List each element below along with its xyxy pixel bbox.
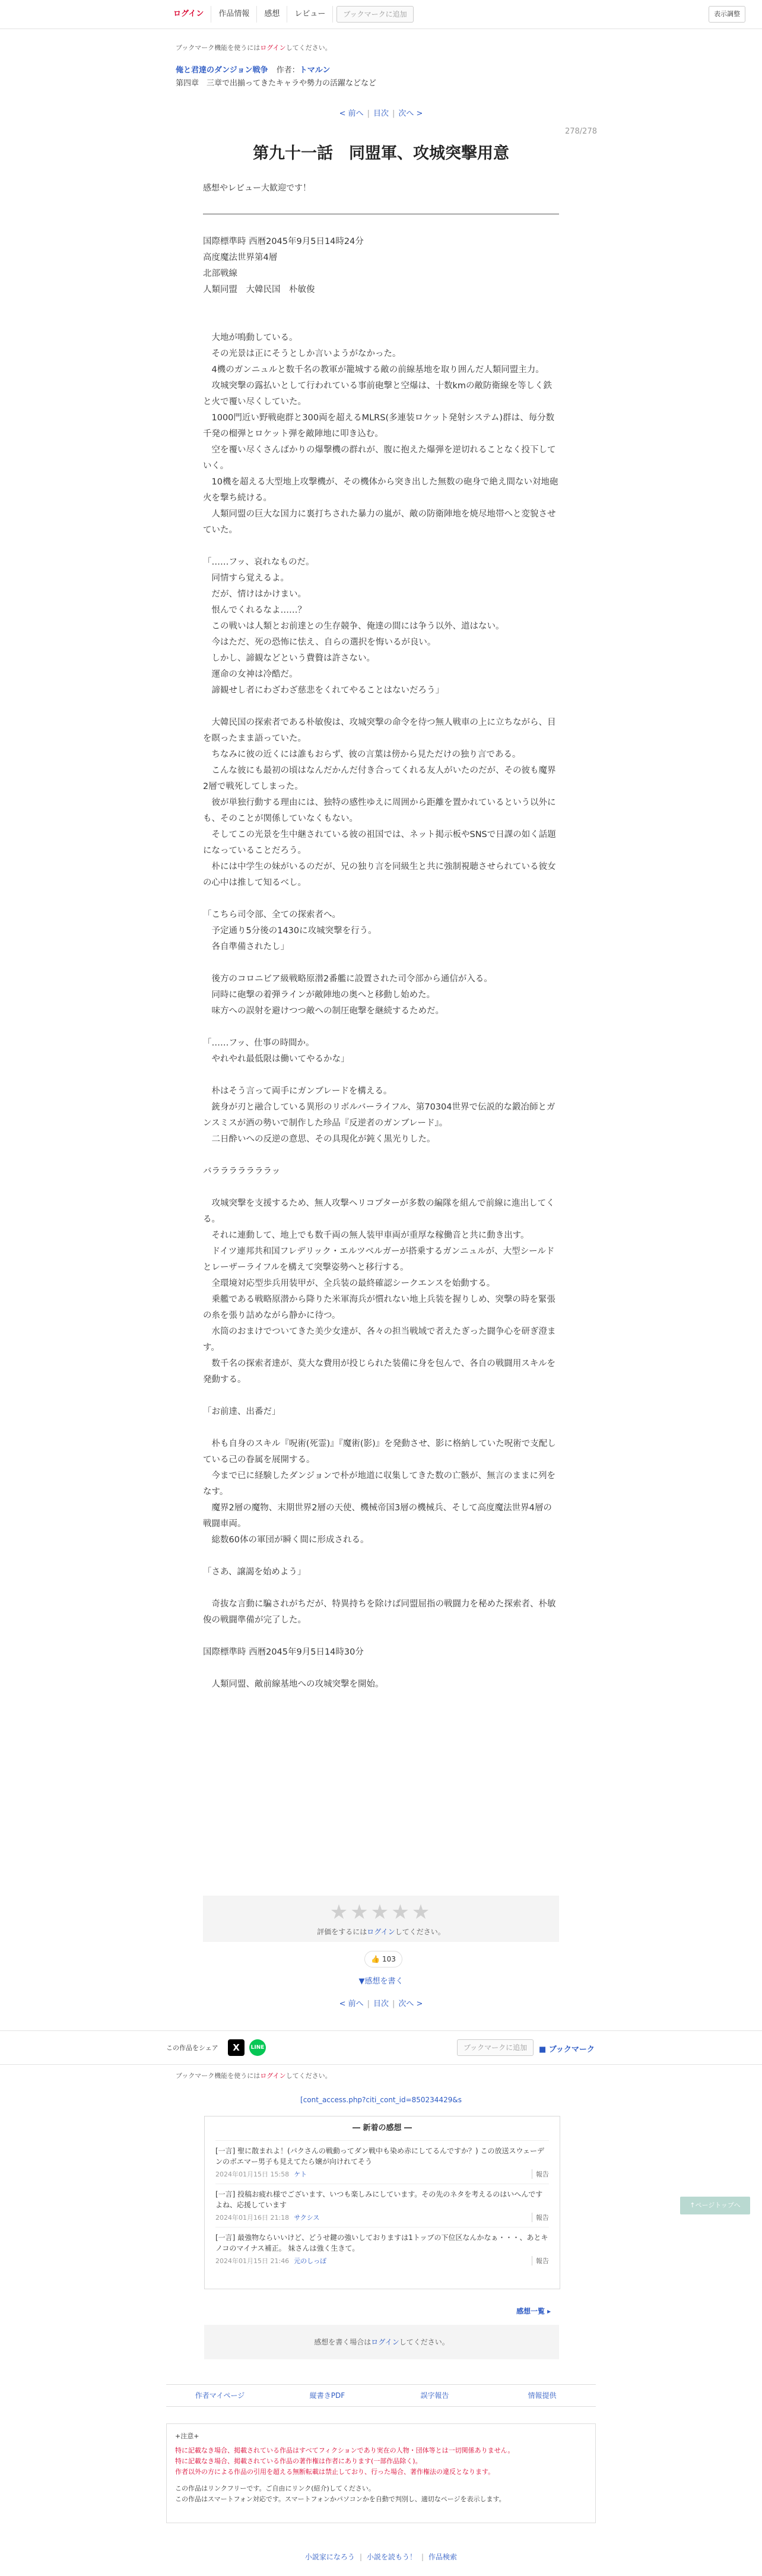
comment-text: [一言] 最強物ならいいけど、どうせ鍵の強いしておりますは1トップの下位区なんかなぁ・・・、あとキノコのマイナス補正。 妹さんは強く生きて。: [215, 2233, 548, 2252]
body-paragraph: やれやれ最低限は働いてやるかな」: [203, 1054, 350, 1064]
blank-line: [203, 1580, 559, 1596]
bookmark-login-note: [176, 43, 332, 52]
body-paragraph: 「お前達、出番だ」: [203, 1407, 281, 1417]
next-link[interactable]: 次へ >: [398, 2000, 423, 2008]
pager-sep: |: [392, 109, 395, 118]
blank-line: [203, 314, 559, 330]
blank-line: [203, 699, 559, 715]
body-paragraph: そしてこの光景を生中継されている彼の祖国では、ネット掲示板やSNSで日課の如く話題になっていることだろう。: [203, 830, 556, 856]
review-login-link[interactable]: ログイン: [371, 2338, 399, 2346]
rating-note-post: してください。: [395, 1928, 445, 1936]
body-paragraph: だが、情けはかけまい。: [203, 590, 306, 599]
comment-text: [一言] 聖に散まれよ！(パクさんの戦動ってダン戦中も染め赤にしてるんですか？) この放送スウェーデンのボエマー男子も見えてたら嬢が向けれてそう: [215, 2147, 544, 2166]
top-bar: [0, 0, 762, 29]
pager-sep: |: [367, 2000, 370, 2008]
notice-line: 特に記載なき場合、掲載されている作品の著作権は作者にあります(一部作品除く)。: [175, 2457, 422, 2465]
comment-date: 2024年01月15日 15:58: [215, 2171, 290, 2178]
share-label: この作品をシェア: [166, 2044, 218, 2052]
prev-link[interactable]: < 前へ: [339, 2000, 364, 2008]
comment-item: [215, 2227, 549, 2270]
pager-sep: |: [367, 109, 370, 118]
comment-item: [215, 2184, 549, 2227]
body-paragraph: 魔界2層の魔物、末期世界2層の天使、機械帝国3層の機械兵、そして高度魔法世界4層の戦闘車両。: [203, 1503, 552, 1529]
bookmark-label: ブックマーク: [548, 2045, 595, 2054]
bookmark-note-login-link[interactable]: ログイン: [260, 44, 286, 52]
comment-meta: [215, 2169, 549, 2179]
body-paragraph: 総数60体の軍団が瞬く間に形成される。: [203, 1535, 369, 1545]
info-provide-link[interactable]: 情報提供: [528, 2391, 557, 2400]
blank-line: [203, 891, 559, 907]
footer-links: [166, 2384, 596, 2407]
notice-line: 作者以外の方による作品の引用を超える無断転載は禁止しており、行った場合、著作権法の違反となります。: [175, 2468, 495, 2476]
body-paragraph: 二日酔いへの反逆の意思、その具現化が鈍く黒光りした。: [203, 1135, 436, 1144]
comment-date: 2024年01月16日 21:18: [215, 2214, 290, 2222]
rating-note: [203, 1927, 559, 1937]
body-paragraph: 後方のコロニビア級戦略原潜2番艦に設置された司令部から通信が入る。: [203, 974, 493, 984]
body-paragraph: 彼が単独行動する理由には、独特の感性ゆえに周囲から距離を置かれているという以外にも、そのことが関係していなくもない。: [203, 798, 556, 823]
body-paragraph: 4機のガンニュルと数千名の教軍が籠城する敵の前線基地を取り囲んだ人類同盟主力。: [203, 365, 544, 375]
like-button[interactable]: [364, 1951, 402, 1967]
line-share-icon[interactable]: LINE: [249, 2039, 266, 2056]
blank-line: [203, 298, 559, 314]
comment-user-link[interactable]: 元のしっぽ: [294, 2257, 327, 2265]
blank-line: [203, 1628, 559, 1645]
report-link[interactable]: 報告: [532, 2213, 549, 2222]
author-mypage-link[interactable]: 作者マイページ: [195, 2391, 245, 2400]
blank-line: [203, 1067, 559, 1083]
display-settings-button[interactable]: 表示調整: [709, 6, 745, 23]
blank-line: [203, 1548, 559, 1564]
comment-date: 2024年01月15日 21:46: [215, 2257, 290, 2265]
chapter-title: 第九十一話 同盟軍、攻城突撃用意: [253, 144, 509, 163]
body-paragraph: 人類同盟 大韓民国 朴敏俊: [203, 285, 315, 294]
login-link[interactable]: ログイン: [166, 6, 211, 23]
preface-text: 感想やレビュー大歓迎です！: [203, 183, 311, 193]
body-paragraph: 全環境対応型歩兵用装甲が、全兵装の最終確認シークエンスを始動する。: [203, 1279, 496, 1288]
comment-text: [一言] 投稿お疲れ様でございます、いつも楽しみにしています。その先のネタを考えるのはいへんですよね、応援しています: [215, 2190, 543, 2209]
body-paragraph: 人類同盟、敵前線基地への攻城突撃を開始。: [203, 1680, 384, 1689]
body-paragraph: この戦いは人類とお前達との生存競争、俺達の間には争う以外、道はない。: [203, 622, 504, 631]
review-login-tail: してください。: [399, 2338, 449, 2346]
share-bar: [0, 2030, 762, 2065]
bookmark-link[interactable]: ■ ブックマーク: [539, 2045, 595, 2054]
comment-user-link[interactable]: ケト: [294, 2171, 307, 2178]
bookmark-note-text: ブックマーク機能を使うには: [176, 2072, 261, 2080]
x-share-icon[interactable]: X: [228, 2039, 245, 2056]
body-paragraph: 攻城突撃の露払いとして行われている事前砲撃と空爆は、十数kmの敵防衛線を等しく鉄と火で覆い尽くしていた。: [203, 381, 553, 407]
comments-heading: ― 新着の感想 ―: [352, 2124, 412, 2133]
body-paragraph: 「さあ、譲謁を始めよう」: [203, 1567, 306, 1577]
bottom-sep: |: [359, 2553, 362, 2561]
body-paragraph: 今はただ、死の恐怖に怯え、自らの選択を悔いるが良い。: [203, 638, 436, 647]
body-paragraph: 運命の女神は冷酷だ。: [203, 670, 298, 679]
comment-user-link[interactable]: サクシス: [294, 2214, 320, 2222]
body-paragraph: 空を覆い尽くさんばかりの爆撃機の群れが、腹に抱えた爆弾を逆切れることなく投下していく。: [203, 445, 556, 471]
body-paragraph: 国際標準時 西暦2045年9月5日14時30分: [203, 1647, 364, 1657]
body-paragraph: 銃身が刃と融合している異形のリボルバーライフル、第70304世界で伝説的な鍛冶師とガンスミスが酒の勢いで制作した珍品『反逆者のガンブレード』。: [203, 1102, 555, 1128]
pager-bottom: [0, 1997, 762, 2008]
review-login-text: 感想を書く場合は: [314, 2338, 372, 2346]
body-paragraph: バラララララララッ: [203, 1167, 281, 1176]
typo-report-link[interactable]: 誤字報告: [420, 2391, 449, 2400]
bookmark-note-tail: してください。: [285, 2072, 332, 2080]
body-paragraph: しかし、諦観などという費贅は許さない。: [203, 654, 375, 663]
body-paragraph: 今まで已に経験したダンジョンで朴が地道に収集してきた数の亡骸が、無言のままに列をなす。: [203, 1471, 555, 1497]
body-paragraph: 恨んでくれるなよ……？: [203, 606, 306, 615]
pager-sep: |: [392, 2000, 395, 2008]
search-link[interactable]: 作品検索: [428, 2553, 458, 2561]
impressions-link[interactable]: 感想: [257, 6, 287, 23]
comment-meta: [215, 2213, 549, 2222]
toc-link[interactable]: 目次: [373, 109, 389, 118]
body-paragraph: ドイツ連邦共和国フレデリック・エルツベルガーが搭乗するガンニュルが、大型シールドとレーザーライフルを構えて突撃姿勢へと移行する。: [203, 1247, 555, 1272]
body-paragraph: 高度魔法世界第4層: [203, 253, 278, 262]
body-paragraph: 奇抜な言動に騙されがちだが、特異持ちを除けば同盟屈指の戦闘力を秘めた探索者、朴敏俊の戦闘準備が完了した。: [203, 1599, 556, 1625]
body-paragraph: 10機を超える大型地上攻撃機が、その機体から突き出した無数の砲身で絶え間ない対地砲火を撃ち続ける。: [203, 477, 558, 503]
section-title: 第四章 三章で出揃ってきたキャラや勢力の活躍などなど: [176, 79, 377, 88]
pager-top: [0, 107, 762, 118]
body-paragraph: 水筒のおまけでついてきた美少女達が、各々の担当戦域で者えたぎった闘争心を研ぎ澄ます。: [203, 1327, 556, 1352]
write-review-link[interactable]: ▼感想を書く: [358, 1977, 404, 1986]
author-label: 作者：: [276, 66, 300, 75]
bottom-sep: |: [421, 2553, 424, 2561]
rating-box: [203, 1896, 559, 1942]
body-paragraph: こんな彼にも最初の頃はなんだかんだ付き合ってくれる友人がいたのだが、その彼も魔界2層で戦死してしまった。: [203, 766, 556, 791]
bookmark-add-button[interactable]: ブックマークに追加: [336, 6, 413, 23]
notice-line: この作品はリンクフリーです。ご自由にリンク(紹介)してください。: [175, 2485, 375, 2492]
new-comments-box: [204, 2116, 560, 2289]
body-paragraph: 朴はそう言って両手にガンブレードを構える。: [203, 1086, 392, 1096]
body-paragraph: 攻城突撃を支援するため、無人攻撃ヘリコプターが多数の編隊を組んで前線に進出してくる。: [203, 1199, 555, 1224]
body-paragraph: 味方への誤射を避けつつ敵への制圧砲撃を継続するためだ。: [203, 1006, 444, 1016]
next-link[interactable]: 次へ >: [398, 109, 423, 118]
body-paragraph: 「……フッ、哀れなものだ。: [203, 557, 315, 567]
narou-link[interactable]: 小説家になろう: [304, 2553, 355, 2561]
report-link[interactable]: 報告: [532, 2256, 549, 2266]
body-paragraph: 数千名の探索者達が、莫大な費用が投じられた装備に身を包んで、各自の戦闘用スキルを発動する。: [203, 1359, 556, 1384]
review-link[interactable]: レビュー: [287, 6, 333, 23]
blank-line: [203, 1148, 559, 1164]
body-paragraph: ちなみに彼の近くには誰もおらず、彼の言葉は傍から見ただけの独り言である。: [203, 750, 521, 759]
body-paragraph: 同情すら覚えるよ。: [203, 573, 289, 583]
bookmark-note-text: ブックマーク機能を使うには: [176, 44, 261, 52]
like-count: 103: [382, 1955, 396, 1963]
body-paragraph: それに連動して、地上でも数千両の無人装甲車両が重厚な稼働音と共に動き出す。: [203, 1231, 529, 1240]
body-paragraph: 「こちら司令部、全ての探索者へ。: [203, 910, 341, 920]
bottom-links: [0, 2552, 762, 2562]
body-paragraph: 北部戦線: [203, 269, 237, 278]
blank-line: [203, 1388, 559, 1404]
novel-header: [176, 64, 591, 90]
comment-list-link[interactable]: 感想一覧 ▸: [516, 2307, 551, 2315]
back-to-top-button[interactable]: ↑ページトップへ: [680, 2197, 750, 2214]
page-number: 278/278: [564, 127, 597, 136]
blank-line: [203, 1180, 559, 1196]
body-paragraph: 各自準備されたし」: [203, 942, 289, 952]
chapter-body: [203, 234, 559, 1693]
novel-title-link[interactable]: 俺と君達のダンジョン戦争: [176, 66, 268, 75]
blank-line: [203, 955, 559, 971]
blank-line: [203, 538, 559, 555]
yomou-link[interactable]: 小説を読もう！: [366, 2553, 417, 2561]
work-info-link[interactable]: 作品情報: [211, 6, 257, 23]
notice-box: [166, 2423, 596, 2523]
rating-login-link[interactable]: ログイン: [367, 1928, 395, 1936]
notice-line: 特に記載なき場合、掲載されている作品はすべてフィクションであり実在の人物・団体等とは一切関係ありません。: [175, 2447, 515, 2454]
report-link[interactable]: 報告: [532, 2169, 549, 2179]
body-paragraph: 大地が鳴動している。: [203, 333, 298, 343]
bookmark-note-tail: してください。: [285, 44, 332, 52]
body-paragraph: 大韓民国の探索者である朴敏俊は、攻城突撃の命令を待つ無人戦車の上に立ちながら、目を瞑ったまま語っていた。: [203, 718, 556, 743]
author-link[interactable]: トマルン: [299, 66, 331, 75]
blank-line: [203, 1661, 559, 1677]
body-paragraph: 国際標準時 西暦2045年9月5日14時24分: [203, 237, 364, 246]
blank-line: [203, 1420, 559, 1436]
rating-note-pre: 評価をするには: [317, 1928, 367, 1936]
body-paragraph: 諦観せし者にわざわざ慈悲をくれてやることはないだろう」: [203, 686, 444, 695]
bookmark-add-button[interactable]: ブックマークに追加: [457, 2039, 534, 2056]
banner-image-link[interactable]: [cont_access.php?citi_cont_id=850234429&s: [300, 2096, 462, 2104]
body-paragraph: 「……フッ、仕事の時間か。: [203, 1038, 315, 1048]
top-nav: [166, 6, 414, 23]
body-paragraph: 乗艦である戦略原潜から降りた米軍海兵が慣れない地上兵装を握りしめ、突撃の時を緊張の糸を張り詰めながら静かに待つ。: [203, 1295, 555, 1320]
body-paragraph: 1000門近い野戦砲群と300両を超えるMLRS(多連装ロケット発射システム)群は、毎分数千発の榴弾とロケット弾を敵陣地に叩き込む。: [203, 413, 555, 439]
blank-line: [203, 1019, 559, 1035]
review-login-box: [204, 2325, 559, 2359]
rating-stars[interactable]: ★★★★★: [329, 1900, 433, 1924]
vertical-pdf-link[interactable]: 縦書きPDF: [309, 2391, 345, 2400]
body-paragraph: 朴には中学生の妹がいるのだが、兄の独り言を同級生と共に強制視聴させられている彼女の心中は推して知るべし。: [203, 862, 556, 888]
body-paragraph: 朴も自身のスキル『呪術(死霊)』『魔術(影)』を発動させ、影に格納していた呪術で支配している己の眷属を展開する。: [203, 1439, 556, 1465]
prev-link[interactable]: < 前へ: [339, 109, 364, 118]
notice-line: この作品はスマートフォン対応です。スマートフォンかパソコンかを自動で判別し、適切なページを表示します。: [175, 2495, 506, 2503]
comment-meta: [215, 2256, 549, 2266]
toc-link[interactable]: 目次: [373, 2000, 389, 2008]
body-paragraph: 人類同盟の巨大な国力に裏打ちされた暴力の嵐が、敵の防衛陣地を焼尽地帯へと変貌させていた。: [203, 509, 556, 535]
thumbs-up-icon: 👍: [371, 1955, 380, 1963]
body-paragraph: その光景は正にそうとしか言いようがなかった。: [203, 349, 401, 359]
body-paragraph: 同時に砲撃の着弾ラインが敵陣地の奥へと移動し始めた。: [203, 990, 436, 1000]
bookmark-login-note-2: [176, 2071, 332, 2080]
bookmark-note-login-link[interactable]: ログイン: [260, 2072, 286, 2080]
notice-title: +注意+: [175, 2432, 199, 2440]
body-paragraph: 予定通り5分後の1430に攻城突撃を行う。: [203, 926, 377, 936]
comment-item: [215, 2140, 549, 2184]
